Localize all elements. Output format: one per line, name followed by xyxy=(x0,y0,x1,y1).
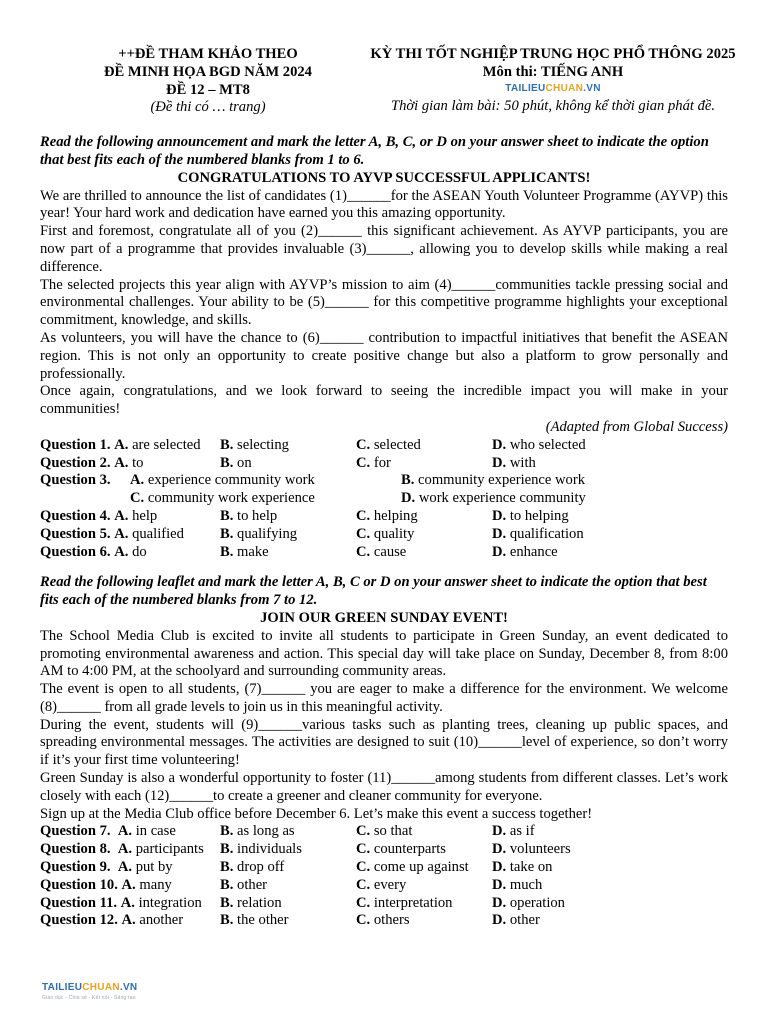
option-c: so that xyxy=(373,823,413,840)
option-b: community experience work xyxy=(418,472,586,489)
option-d: work experience community xyxy=(418,490,586,507)
section2-paragraph: During the event, students will (9)______various tasks such as planting trees, cleaning up public spaces, and spreading environmental messages. The activities are designed to suit (10)______level of experience, so don’t worry if it’s your first time volunteering! xyxy=(40,716,728,769)
option-b: other xyxy=(237,876,268,893)
option-c: community work experience xyxy=(147,490,315,507)
question-5: Question 5. A. qualified B. qualifying C. quality D. qualification xyxy=(40,525,584,542)
section2-paragraph: Green Sunday is also a wonderful opportunity to foster (11)______among students from different classes. Let’s work closely with each (12)______to create a greener and cleaner community for everyone. xyxy=(40,770,728,804)
option-c: come up against xyxy=(373,859,469,876)
option-a: put by xyxy=(135,859,173,876)
footer-logo: TAILIEUCHUAN.VN Giáo dục - Chia sẻ - Kết nối - Sáng tạo xyxy=(42,982,138,1001)
section2-paragraph: Sign up at the Media Club office before December 6. Let’s make this event a success together! xyxy=(40,805,593,822)
option-c: quality xyxy=(373,525,415,542)
section1-paragraph: As volunteers, you will have the chance to (6)______ contribution to impactful initiatives that benefit the ASEAN region. This is not only an opportunity to create positive change but also a platform to grow personally and professionally. xyxy=(40,329,728,382)
question-3: Question 3. A. experience community work B. community experience work xyxy=(40,472,586,489)
option-a: help xyxy=(132,507,158,524)
question-3-continued: C. community work experience D. work experience community xyxy=(130,490,586,507)
question-12: Question 12. A. another B. the other C. others D. other xyxy=(40,912,540,929)
option-c: every xyxy=(373,876,407,893)
option-a: do xyxy=(132,543,147,560)
header-left xyxy=(58,46,358,117)
question-4: Question 4. A. help B. to help C. helping D. to helping xyxy=(40,507,569,524)
section1-paragraph: We are thrilled to announce the list of candidates (1)______for the ASEAN Youth Volunteer Programme (AYVP) this year! Your hard work and dedication have earned you this amazing opportunity. xyxy=(40,187,728,222)
option-c: interpretation xyxy=(373,894,453,911)
section2-instruction: Read the following leaflet and mark the letter A, B, C or D on your answer sheet to indicate the option that best fits each of the numbered blanks from 7 to 12. xyxy=(40,574,707,609)
question-11: Question 11. A. integration B. relation C. interpretation D. operation xyxy=(40,894,565,911)
option-a: in case xyxy=(135,823,176,840)
exam-subject: Môn thi: TIẾNG ANH xyxy=(482,63,624,80)
option-d: who selected xyxy=(509,436,586,453)
question-6: Question 6. A. do B. make C. cause D. enhance xyxy=(40,543,558,560)
option-d: much xyxy=(509,876,543,893)
section2-title: JOIN OUR GREEN SUNDAY EVENT! xyxy=(260,609,508,626)
ref-exam-title: ++ĐỀ THAM KHẢO THEO xyxy=(118,46,298,62)
option-a: experience community work xyxy=(147,472,315,489)
option-b: relation xyxy=(237,894,282,911)
option-a: qualified xyxy=(132,525,184,542)
question-7: Question 7. A. in case B. as long as C. so that D. as if xyxy=(40,823,535,840)
exam-header xyxy=(40,46,736,117)
option-d: qualification xyxy=(509,525,584,542)
section1-title: CONGRATULATIONS TO AYVP SUCCESSFUL APPLICANTS! xyxy=(177,169,591,186)
option-c: others xyxy=(373,912,410,929)
option-b: as long as xyxy=(237,823,295,840)
option-d: volunteers xyxy=(509,841,571,858)
brand-logo: TAILIEUCHUAN.VN xyxy=(505,82,601,94)
option-b: the other xyxy=(237,912,289,929)
option-a: another xyxy=(139,912,184,929)
option-d: operation xyxy=(509,894,565,911)
section2-paragraph: The School Media Club is excited to invite all students to participate in Green Sunday, an event dedicated to promoting environmental awareness and action. This special day will take place on Sunday, December 8, from 8:00 AM to 4:00 PM, at the schoolyard and surrounding community areas. xyxy=(40,627,728,680)
exam-name: KỲ THI TỐT NGHIỆP TRUNG HỌC PHỔ THÔNG 2025 xyxy=(370,46,736,62)
option-a: integration xyxy=(138,894,202,911)
option-a: participants xyxy=(135,841,204,858)
option-d: take on xyxy=(509,859,553,876)
section1-paragraph: Once again, congratulations, and we look forward to seeing the incredible impact you will make in your communities! xyxy=(40,383,728,418)
question-2: Question 2. A. to B. on C. for D. with xyxy=(40,454,536,471)
question-1: Question 1. A. are selected B. selecting C. selected D. who selected xyxy=(40,436,586,453)
exam-code: ĐỀ 12 – MT8 xyxy=(166,81,250,98)
option-b: on xyxy=(237,454,252,471)
option-b: selecting xyxy=(237,436,289,453)
section1-source: (Adapted from Global Success) xyxy=(545,418,728,435)
section1-instruction: Read the following announcement and mark the letter A, B, C, or D on your answer sheet to indicate the option that best fits each of the numbered blanks from 1 to 6. xyxy=(40,134,709,168)
option-c: selected xyxy=(373,436,421,453)
ref-exam-subtitle: ĐỀ MINH HỌA BGD NĂM 2024 xyxy=(104,63,312,80)
header-right xyxy=(358,46,748,117)
option-c: helping xyxy=(373,507,418,524)
option-d: enhance xyxy=(509,543,558,560)
section1-paragraph: First and foremost, congratulate all of you (2)______ this significant achievement. As AYVP participants, you are now part of a programme that provides invaluable (3)______, allowing you to develop skills while making a real difference. xyxy=(40,223,728,275)
section1-paragraph: The selected projects this year align with AYVP’s mission to aim (4)______communities tackle pressing social and environmental challenges. Your ability to be (5)______ for this competitive programme highlights your exceptional commitment, knowledge, and skills. xyxy=(40,276,728,329)
option-d: with xyxy=(509,454,536,471)
question-10: Question 10. A. many B. other C. every D. much xyxy=(40,876,543,893)
option-b: make xyxy=(237,543,269,560)
option-b: individuals xyxy=(237,841,302,858)
option-c: cause xyxy=(373,543,407,560)
option-d: other xyxy=(509,912,540,929)
option-d: as if xyxy=(509,823,535,840)
option-a: many xyxy=(139,876,172,893)
exam-duration: Thời gian làm bài: 50 phút, không kể thời gian phát đề. xyxy=(390,97,716,114)
option-a: are selected xyxy=(132,436,201,453)
question-8: Question 8. A. participants B. individuals C. counterparts D. volunteers xyxy=(40,841,571,858)
option-c: counterparts xyxy=(373,841,446,858)
option-b: drop off xyxy=(237,859,285,876)
option-b: qualifying xyxy=(237,525,298,542)
exam-page xyxy=(40,46,736,930)
section2-paragraph: The event is open to all students, (7)______ you are eager to make a difference for the environment. We welcome (8)______ from all grade levels to join us in this meaningful activity. xyxy=(40,681,728,715)
option-a: to xyxy=(132,454,144,471)
option-c: for xyxy=(373,454,391,471)
footer-tagline: Giáo dục - Chia sẻ - Kết nối - Sáng tạo xyxy=(42,995,136,1001)
option-d: to helping xyxy=(509,507,569,524)
question-9: Question 9. A. put by B. drop off C. come up against D. take on xyxy=(40,859,553,876)
page-count-note: (Đề thi có … trang) xyxy=(150,99,266,116)
option-b: to help xyxy=(237,507,278,524)
